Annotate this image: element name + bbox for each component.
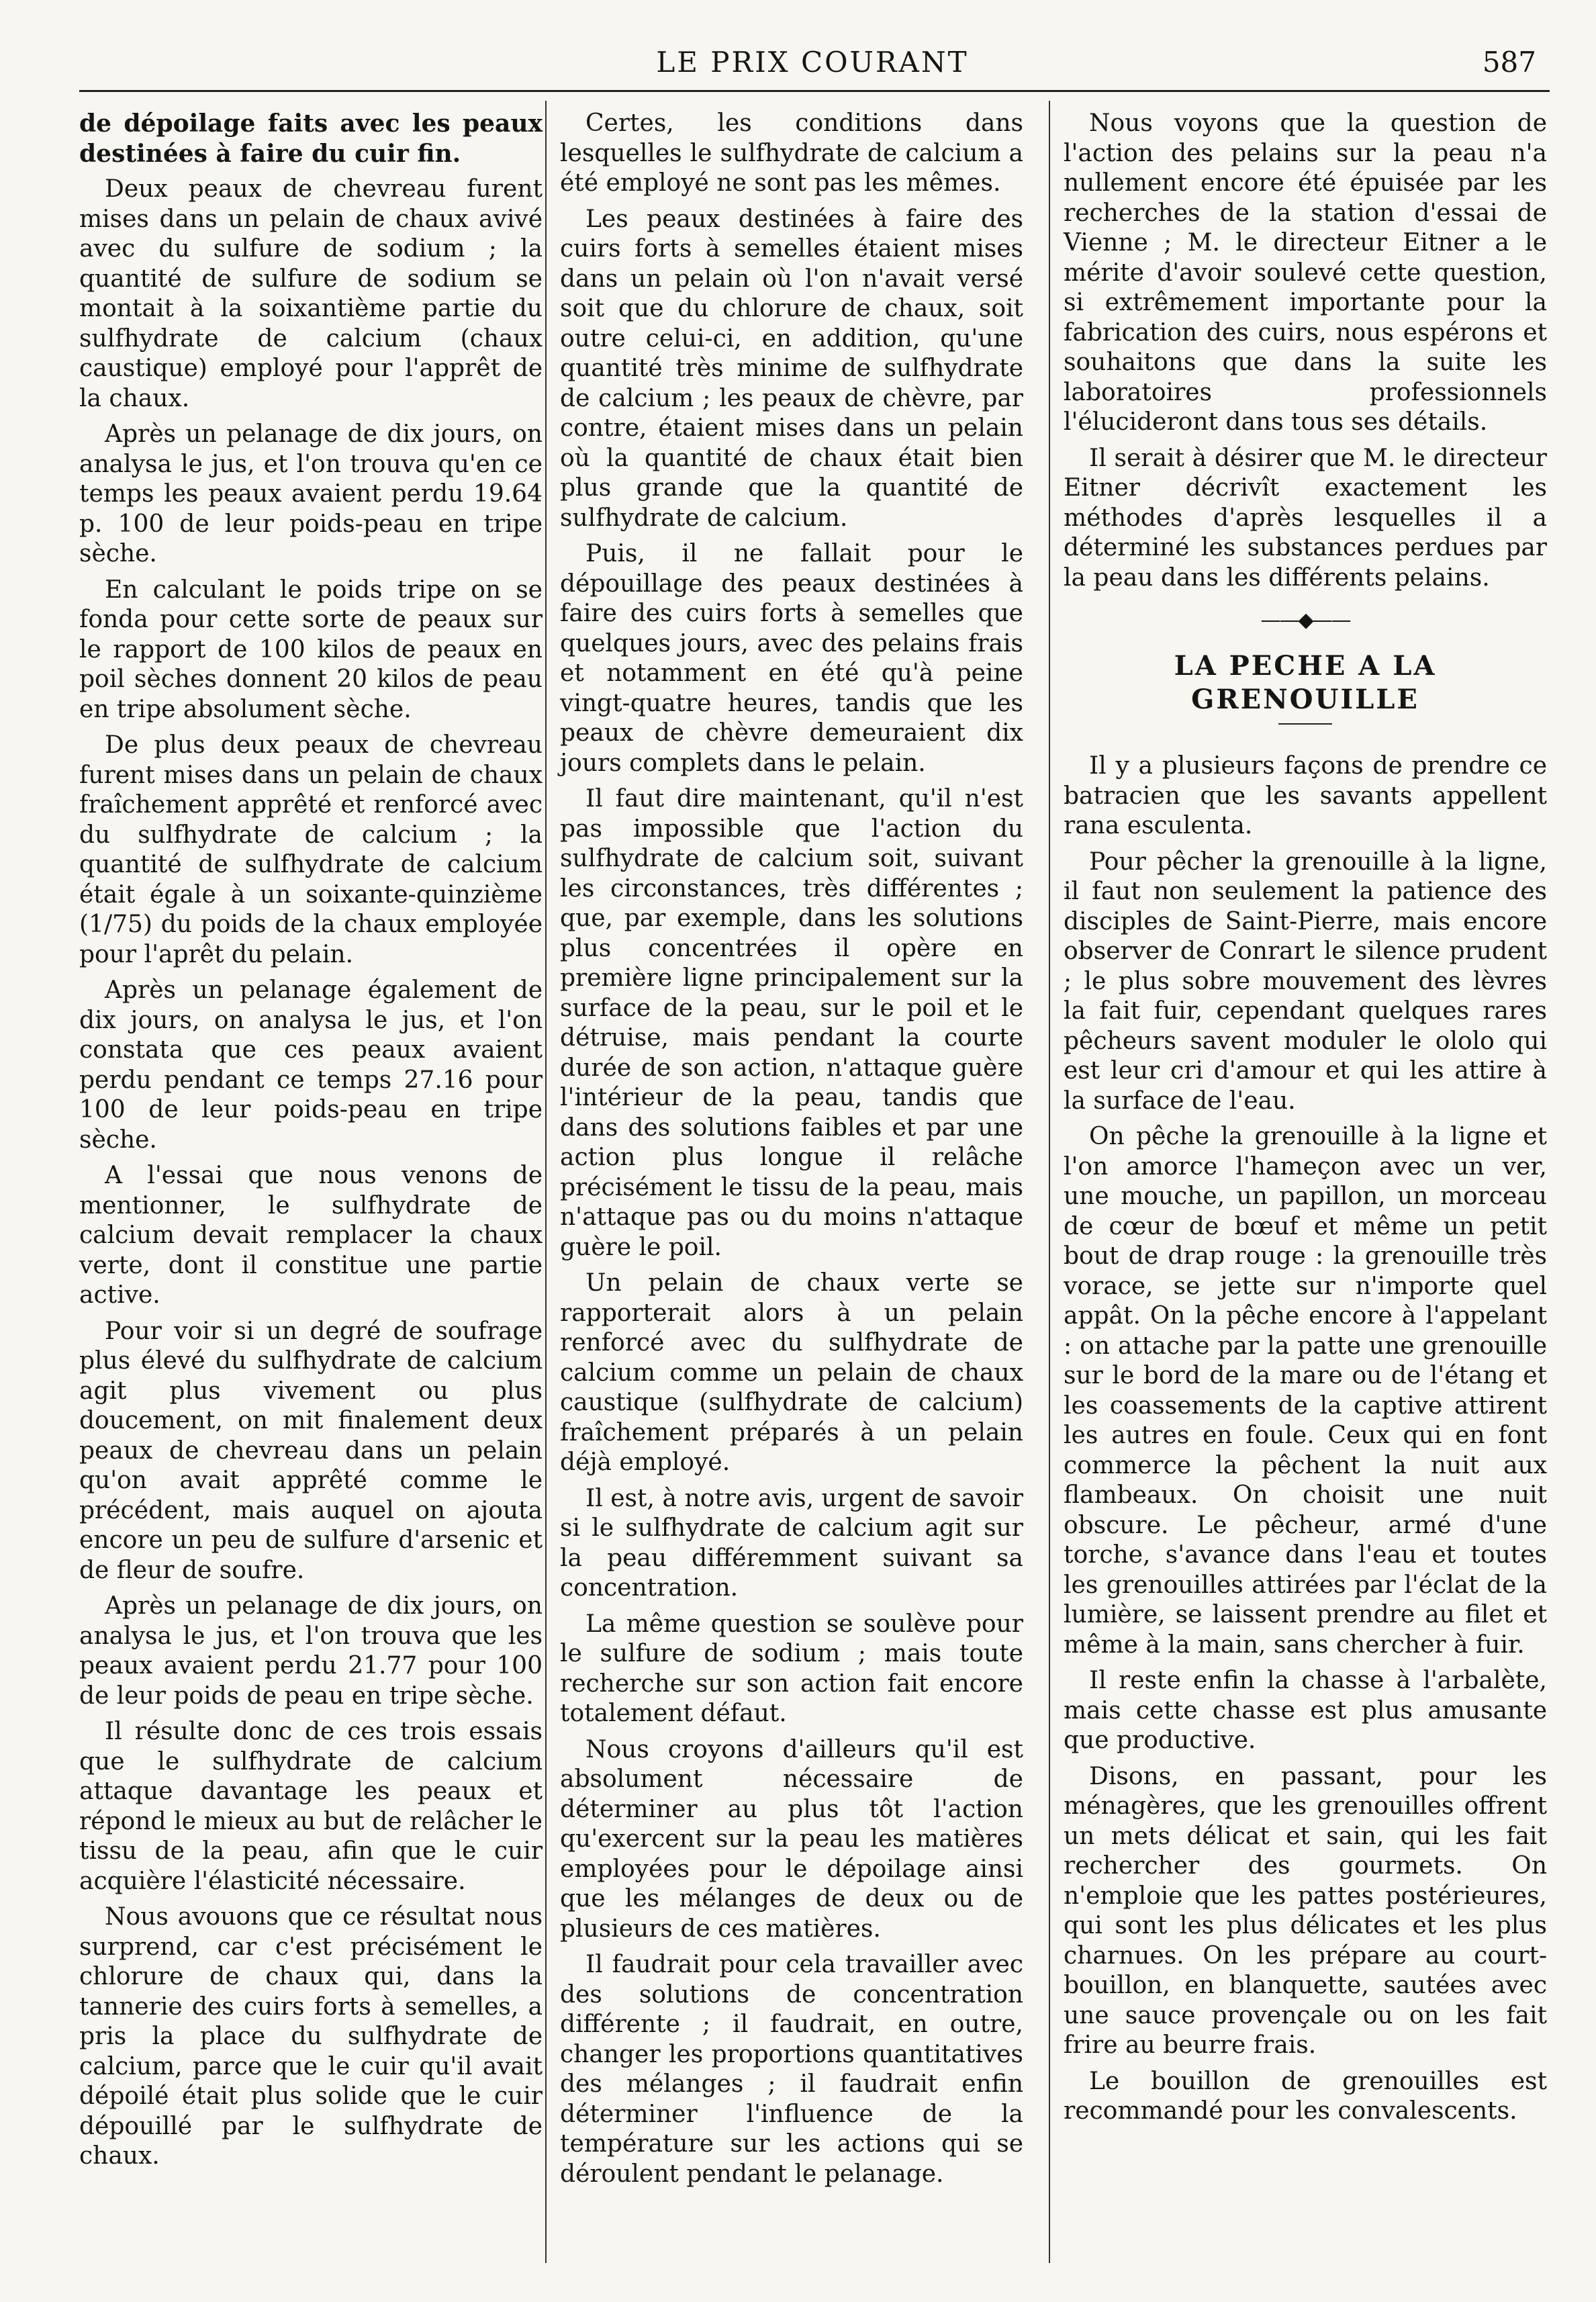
paragraph: De plus deux peaux de chevreau furent mises dans un pelain de chaux fraîchement apprêté et renforcé avec du sulfhydrate de calcium ; la quantité de sulfhydrate de calcium était égale à un soixante-quinzième (1/75) du poids de la chaux employée pour l'aprêt du pelain. [79, 731, 543, 968]
paragraph: Il serait à désirer que M. le directeur Eitner décrivît exactement les méthodes d'après lesquelles il a déterminé les substances perdues par la peau dans les différents pelains. [1064, 444, 1547, 592]
paragraph: La même question se soulève pour le sulfure de sodium ; mais toute recherche sur son action fait encore totalement défaut. [560, 1610, 1023, 1727]
paragraph: Nous voyons que la question de l'action des pelains sur la peau n'a nullement encore été épuisée par les recherches de la station d'essai de Vienne ; M. le directeur Eitner a le mérite d'avoir soulevé cette question, si extrêmement importante pour la fabrication des cuirs, nous espérons et souhaitons que dans la suite les laboratoires professionnels l'élucideront dans tous ses détails. [1064, 109, 1547, 436]
paragraph: Il reste enfin la chasse à l'arbalète, mais cette chasse est plus amusante que productive. [1064, 1667, 1547, 1754]
paragraph: de dépoilage faits avec les peaux destinées à faire du cuir fin. [79, 109, 543, 168]
page-number: 587 [1482, 46, 1536, 79]
header-rule [79, 90, 1550, 92]
column-1 [79, 109, 543, 2178]
paragraph: Nous croyons d'ailleurs qu'il est absolument nécessaire de déterminer au plus tôt l'action qu'exercent sur la peau les matières employées pour le dépoilage ainsi que les mélanges de deux ou de plusieurs de ces matières. [560, 1735, 1023, 1943]
paragraph: On pêche la grenouille à la ligne et l'on amorce l'hameçon avec un ver, une mouche, un papillon, un morceau de cœur de bœuf et même un petit bout de drap rouge : la grenouille très vorace, se jette sur n'importe quel appât. On la pêche encore à l'appelant : on attache par la patte une grenouille sur le bord de la mare ou de l'étang et les coassements de la captive attirent les autres en foule. Ceux qui en font commerce la pêchent la nuit aux flambeaux. On choisit une nuit obscure. Le pêcheur, armé d'une torche, s'avance dans l'eau et toutes les grenouilles attirées par l'éclat de la lumière, se laissent prendre au filet et même à la main, sans chercher à fuir. [1064, 1123, 1547, 1659]
paragraph: Un pelain de chaux verte se rapporterait alors à un pelain renforcé avec du sulfhydrate de calcium comme un pelain de chaux caustique (sulfhydrate de calcium) fraîchement préparés à un pelain déjà employé. [560, 1269, 1023, 1476]
paragraph: Après un pelanage de dix jours, on analysa le jus, et l'on trouva que les peaux avaient perdu 21.77 pour 100 de leur poids de peau en tripe sèche. [79, 1592, 543, 1710]
column-divider [545, 101, 547, 2263]
ornament-divider: ——◆—— [1260, 608, 1350, 632]
paragraph: Il est, à notre avis, urgent de savoir si le sulfhydrate de calcium agit sur la peau différemment suivant sa concentration. [560, 1484, 1023, 1602]
paragraph: Après un pelanage également de dix jours, on analysa le jus, et l'on constata que ces peaux avaient perdu pendant ce temps 27.16 pour 100 de leur poids-peau en tripe sèche. [79, 976, 543, 1154]
paragraph: Il résulte donc de ces trois essais que le sulfhydrate de calcium attaque davantage les peaux et répond le mieux au but de relâcher le tissu de la peau, afin que le cuir acquière l'élasticité nécessaire. [79, 1718, 543, 1895]
paragraph: Disons, en passant, pour les ménagères, que les grenouilles offrent un mets délicat et sain, qui les fait rechercher des gourmets. On n'emploie que les pattes postérieures, qui sont les plus délicates et les plus charnues. On les prépare au court-bouillon, en blanquette, sautées avec une sauce provençale ou on les fait frire au beurre frais. [1064, 1762, 1547, 2059]
section-heading: LA PECHE A LA GRENOUILLE [1174, 650, 1437, 715]
paragraph: Puis, il ne fallait pour le dépouillage des peaux destinées à faire des cuirs forts à semelles que quelques jours, avec des pelains frais et notamment en été qu'à peine vingt-quatre heures, tandis que les peaux de chèvre demeuraient dix jours complets dans le pelain. [560, 540, 1023, 777]
paragraph: Le bouillon de grenouilles est recommandé pour les convalescents. [1064, 2067, 1547, 2125]
paragraph: En calculant le poids tripe on se fonda pour cette sorte de peaux sur le rapport de 100 kilos de peaux en poil sèches donnent 20 kilos de peau en tripe absolument sèche. [79, 576, 543, 723]
paragraph: Les peaux destinées à faire des cuirs forts à semelles étaient mises dans un pelain où l'on n'avait versé soit que du chlorure de chaux, soit outre celui-ci, en addition, qu'une quantité très minime de sulfhydrate de calcium ; les peaux de chèvre, par contre, étaient mises dans un pelain où la quantité de chaux était bien plus grande que la quantité de sulfhydrate de calcium. [560, 205, 1023, 532]
heading-rule [1278, 723, 1332, 725]
paragraph: Pour voir si un degré de soufrage plus élevé du sulfhydrate de calcium agit plus vivement ou plus doucement, on mit finalement deux peaux de chevreau dans un pelain qu'on avait apprêté comme le précédent, mais auquel on ajouta encore un peu de sulfure d'arsenic et de fleur de soufre. [79, 1317, 543, 1584]
paragraph: Certes, les conditions dans lesquelles le sulfhydrate de calcium a été employé ne sont pas les mêmes. [560, 109, 1023, 197]
paragraph: Il y a plusieurs façons de prendre ce batracien que les savants appellent rana esculenta. [1064, 752, 1547, 839]
page-title: LE PRIX COURANT [656, 46, 969, 79]
column-3 [1064, 109, 1547, 2133]
page-header [74, 42, 1551, 82]
paragraph: Pour pêcher la grenouille à la ligne, il faut non seulement la patience des disciples de Saint-Pierre, mais encore observer de Conrart le silence prudent ; le plus sobre mouvement des lèvres la fait fuir, cependant quelques rares pêcheurs savent moduler le ololo qui est leur cri d'amour et qui les attire à la surface de l'eau. [1064, 847, 1547, 1115]
paragraph: Deux peaux de chevreau furent mises dans un pelain de chaux avivé avec du sulfure de sodium ; la quantité de sulfure de sodium se montait à la soixantième partie du sulfhydrate de calcium (chaux caustique) employé pour l'apprêt de la chaux. [79, 175, 543, 412]
column-divider [1049, 101, 1050, 2263]
paragraph: Il faudrait pour cela travailler avec des solutions de concentration différente ; il faudrait, en outre, changer les proportions quantitatives des mélanges ; il faudrait enfin déterminer l'influence de la température sur les actions qui se déroulent pendant le pelanage. [560, 1951, 1023, 2188]
column-2 [560, 109, 1023, 2195]
paragraph: Après un pelanage de dix jours, on analysa le jus, et l'on trouva qu'en ce temps les peaux avaient perdu 19.64 p. 100 de leur poids-peau en tripe sèche. [79, 420, 543, 567]
paragraph: Il faut dire maintenant, qu'il n'est pas impossible que l'action du sulfhydrate de calcium soit, suivant les circonstances, très différentes ; que, par exemple, dans les solutions plus concentrées il opère en première ligne principalement sur la surface de la peau, sur le poil et le détruise, mais pendant la courte durée de son action, n'attaque guère l'intérieur de la peau, tandis que dans des solutions faibles et par une action plus longue il relâche précisément le tissu de la peau, mais n'attaque pas ou du moins n'attaque guère le poil. [560, 785, 1023, 1261]
paragraph: Nous avouons que ce résultat nous surprend, car c'est précisément le chlorure de chaux qui, dans la tannerie des cuirs forts à semelles, a pris la place du sulfhydrate de calcium, parce que le cuir qu'il avait dépoilé était plus solide que le cuir dépouillé par le sulfhydrate de chaux. [79, 1903, 543, 2170]
paragraph: A l'essai que nous venons de mentionner, le sulfhydrate de calcium devait remplacer la chaux verte, dont il constitue une partie active. [79, 1162, 543, 1309]
